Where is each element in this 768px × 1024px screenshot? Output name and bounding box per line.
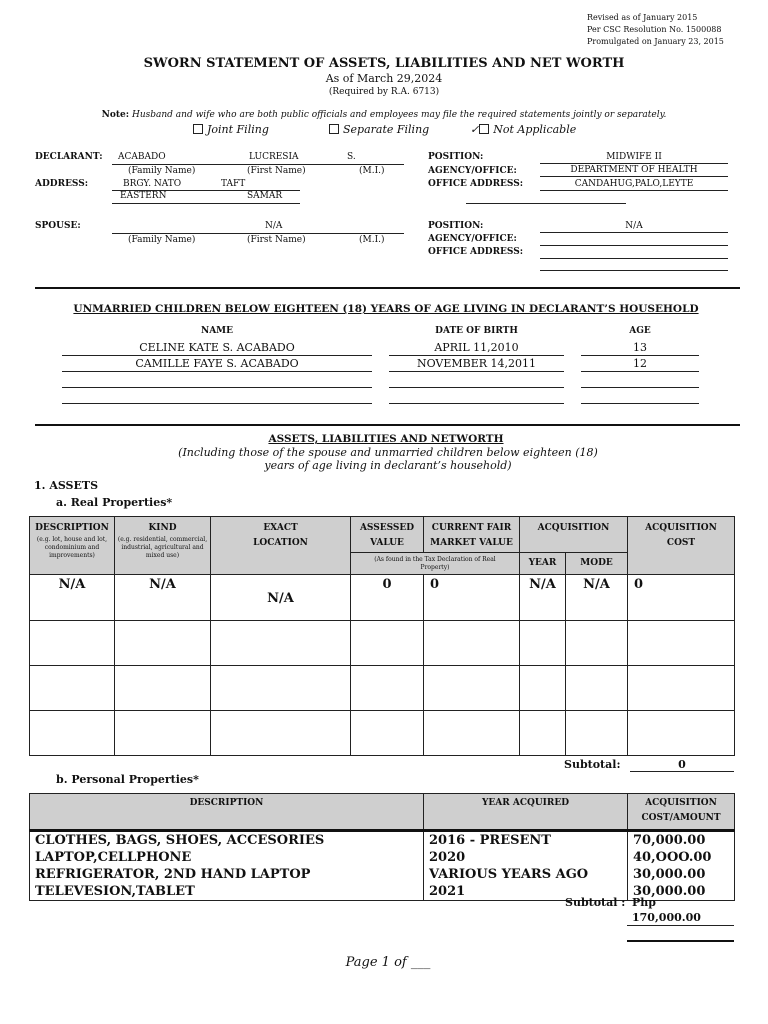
kind-header: KIND (e.g. residential, commercial, industrial, agricultural and mixed use) bbox=[115, 517, 211, 575]
office-address-label: OFFICE ADDRESS: bbox=[428, 179, 524, 189]
spouse-first-caption: (First Name) bbox=[247, 235, 306, 245]
real-kind-cell: N/A bbox=[115, 575, 211, 621]
aln-title: ASSETS, LIABILITIES AND NETWORTH bbox=[268, 433, 504, 445]
aln-subtitle-2: years of age living in declarant’s household) bbox=[264, 459, 512, 472]
children-dob-header: DATE OF BIRTH bbox=[435, 326, 518, 336]
address-line2a: EASTERN bbox=[120, 191, 167, 201]
declarant-position: MIDWIFE II bbox=[606, 152, 662, 162]
address-line2 bbox=[112, 203, 300, 204]
address-line2b: SAMAR bbox=[247, 191, 283, 201]
personal-subtotal-label: Subtotal : bbox=[565, 896, 626, 909]
personal-cost: 30,000.00 bbox=[628, 883, 735, 901]
personal-year-header: YEAR ACQUIRED bbox=[424, 794, 628, 831]
spouse-office-line1 bbox=[540, 258, 728, 259]
children-age-header: AGE bbox=[629, 326, 651, 336]
required-by: (Required by R.A. 6713) bbox=[328, 87, 440, 97]
assets-heading: 1. ASSETS bbox=[34, 479, 99, 492]
address-line1a: BRGY. NATO bbox=[123, 179, 182, 189]
personal-year: 2020 bbox=[424, 849, 628, 866]
spouse-mi-caption: (M.I.) bbox=[359, 235, 385, 245]
personal-subtotal-currency: Php bbox=[632, 896, 656, 909]
separator bbox=[35, 424, 740, 426]
child-line bbox=[389, 371, 564, 372]
child-age: 13 bbox=[633, 341, 647, 354]
children-title: UNMARRIED CHILDREN BELOW EIGHTEEN (18) YEARS OF AGE LIVING IN DECLARANT’S HOUSEHOLD bbox=[73, 303, 699, 315]
check-mark-icon: ✓ bbox=[470, 123, 480, 136]
real-subtotal-line bbox=[630, 771, 734, 772]
real-fair-cell: 0 bbox=[424, 575, 520, 621]
personal-year: 2021 bbox=[424, 883, 628, 901]
child-line bbox=[62, 403, 372, 404]
spouse-family-caption: (Family Name) bbox=[128, 235, 196, 245]
real-description-cell: N/A bbox=[30, 575, 115, 621]
acquisition-cost-header: ACQUISITION COST bbox=[628, 517, 735, 575]
personal-description: LAPTOP,CELLPHONE bbox=[30, 849, 424, 866]
personal-properties-heading: b. Personal Properties* bbox=[56, 773, 199, 786]
child-line bbox=[581, 403, 699, 404]
table-row bbox=[30, 831, 735, 850]
personal-subtotal-line bbox=[627, 925, 734, 926]
child-line bbox=[581, 371, 699, 372]
office-line1 bbox=[540, 190, 728, 191]
description-header: DESCRIPTION (e.g. lot, house and lot, condominium and improvements) bbox=[30, 517, 115, 575]
personal-year: 2016 - PRESENT bbox=[424, 831, 628, 850]
child-dob: APRIL 11,2010 bbox=[434, 341, 519, 354]
form-title: SWORN STATEMENT OF ASSETS, LIABILITIES AND NET WORTH bbox=[143, 56, 625, 71]
joint-filing-option[interactable]: Joint Filing bbox=[193, 123, 269, 136]
separator bbox=[35, 287, 740, 289]
aln-subtitle-1: (Including those of the spouse and unmarried children below eighteen (18) bbox=[178, 446, 598, 459]
not-applicable-option[interactable]: ✓ Not Applicable bbox=[470, 123, 577, 136]
real-assessed-cell: 0 bbox=[351, 575, 424, 621]
spouse-office-line2 bbox=[540, 270, 728, 271]
personal-description: TELEVESION,TABLET bbox=[30, 883, 424, 901]
real-mode-cell: N/A bbox=[566, 575, 628, 621]
as-of-date: As of March 29,2024 bbox=[325, 72, 443, 85]
revision-note: Revised as of January 2015 Per CSC Resolution No. 1500088 Promulgated on January 23, 2015 bbox=[587, 13, 724, 46]
tax-declaration-note: (As found in the Tax Declaration of Real Property) bbox=[351, 553, 520, 575]
family-name-caption: (Family Name) bbox=[128, 166, 196, 176]
table-row bbox=[30, 849, 735, 866]
real-subtotal-value: 0 bbox=[678, 758, 686, 771]
mode-header: MODE bbox=[566, 553, 628, 575]
real-location-cell: N/A bbox=[211, 575, 351, 621]
spouse-agency-label: AGENCY/OFFICE: bbox=[428, 234, 517, 244]
spouse-position-line bbox=[540, 232, 728, 233]
mi-caption: (M.I.) bbox=[359, 166, 385, 176]
acquisition-header: ACQUISITION bbox=[520, 517, 628, 553]
spouse-position: N/A bbox=[625, 221, 643, 231]
real-properties-heading: a. Real Properties* bbox=[56, 496, 173, 509]
position-label: POSITION: bbox=[428, 152, 484, 162]
filing-note: Note: Husband and wife who are both public officials and employees may file the required statements jointly or separately. bbox=[101, 110, 667, 120]
declarant-mi: S. bbox=[347, 152, 356, 162]
checkbox-icon bbox=[193, 124, 203, 134]
office-line2 bbox=[466, 203, 626, 204]
real-year-cell: N/A bbox=[520, 575, 566, 621]
child-line bbox=[389, 387, 564, 388]
personal-cost-header: ACQUISITION COST/AMOUNT bbox=[628, 794, 735, 831]
spouse-office-label: OFFICE ADDRESS: bbox=[428, 247, 524, 257]
personal-cost: 70,000.00 bbox=[628, 831, 735, 850]
checkbox-icon bbox=[329, 124, 339, 134]
declarant-first-name: LUCRESIA bbox=[249, 152, 299, 162]
declarant-office-address: CANDAHUG,PALO,LEYTE bbox=[574, 179, 694, 189]
location-header: EXACT LOCATION bbox=[211, 517, 351, 575]
personal-subtotal-value: 170,000.00 bbox=[632, 911, 701, 924]
personal-description-header: DESCRIPTION bbox=[30, 794, 424, 831]
child-line bbox=[581, 355, 699, 356]
real-subtotal-label: Subtotal: bbox=[564, 758, 621, 771]
real-properties-table bbox=[29, 516, 735, 756]
assessed-value-header: ASSESSED VALUE bbox=[351, 517, 424, 553]
declarant-name-line bbox=[112, 164, 404, 165]
fair-value-header: CURRENT FAIR MARKET VALUE bbox=[424, 517, 520, 553]
personal-subtotal-double-line bbox=[627, 940, 734, 942]
real-cost-cell: 0 bbox=[628, 575, 735, 621]
personal-cost: 40,OOO.00 bbox=[628, 849, 735, 866]
personal-year: VARIOUS YEARS AGO bbox=[424, 866, 628, 883]
child-line bbox=[62, 371, 372, 372]
spouse-agency-line bbox=[540, 245, 728, 246]
position-line bbox=[540, 163, 728, 164]
child-line bbox=[62, 387, 372, 388]
year-header: YEAR bbox=[520, 553, 566, 575]
table-row bbox=[30, 666, 735, 711]
table-row bbox=[30, 883, 735, 901]
spouse-name-line bbox=[112, 233, 404, 234]
checkbox-icon bbox=[479, 124, 489, 134]
child-line bbox=[389, 403, 564, 404]
separate-filing-option[interactable]: Separate Filing bbox=[329, 123, 429, 136]
first-name-caption: (First Name) bbox=[247, 166, 306, 176]
personal-description: CLOTHES, BAGS, SHOES, ACCESORIES bbox=[30, 831, 424, 850]
spouse-label: SPOUSE: bbox=[35, 221, 81, 231]
child-age: 12 bbox=[633, 357, 647, 370]
child-line bbox=[62, 355, 372, 356]
table-row bbox=[30, 711, 735, 756]
declarant-label: DECLARANT: bbox=[35, 152, 103, 162]
child-line bbox=[389, 355, 564, 356]
table-row bbox=[30, 621, 735, 666]
spouse-position-label: POSITION: bbox=[428, 221, 484, 231]
declarant-agency: DEPARTMENT OF HEALTH bbox=[570, 165, 698, 175]
address-label: ADDRESS: bbox=[35, 179, 89, 189]
page-number: Page 1 of ___ bbox=[345, 955, 431, 970]
child-name: CELINE KATE S. ACABADO bbox=[139, 341, 295, 354]
personal-description: REFRIGERATOR, 2ND HAND LAPTOP bbox=[30, 866, 424, 883]
child-name: CAMILLE FAYE S. ACABADO bbox=[135, 357, 299, 370]
personal-properties-table bbox=[29, 793, 735, 901]
agency-label: AGENCY/OFFICE: bbox=[428, 166, 517, 176]
personal-cost: 30,000.00 bbox=[628, 866, 735, 883]
declarant-family-name: ACABADO bbox=[118, 152, 166, 162]
spouse-name: N/A bbox=[265, 221, 283, 231]
child-line bbox=[581, 387, 699, 388]
agency-line bbox=[540, 176, 728, 177]
address-line1b: TAFT bbox=[221, 179, 246, 189]
table-row bbox=[30, 866, 735, 883]
child-dob: NOVEMBER 14,2011 bbox=[416, 357, 537, 370]
children-name-header: NAME bbox=[200, 326, 234, 336]
